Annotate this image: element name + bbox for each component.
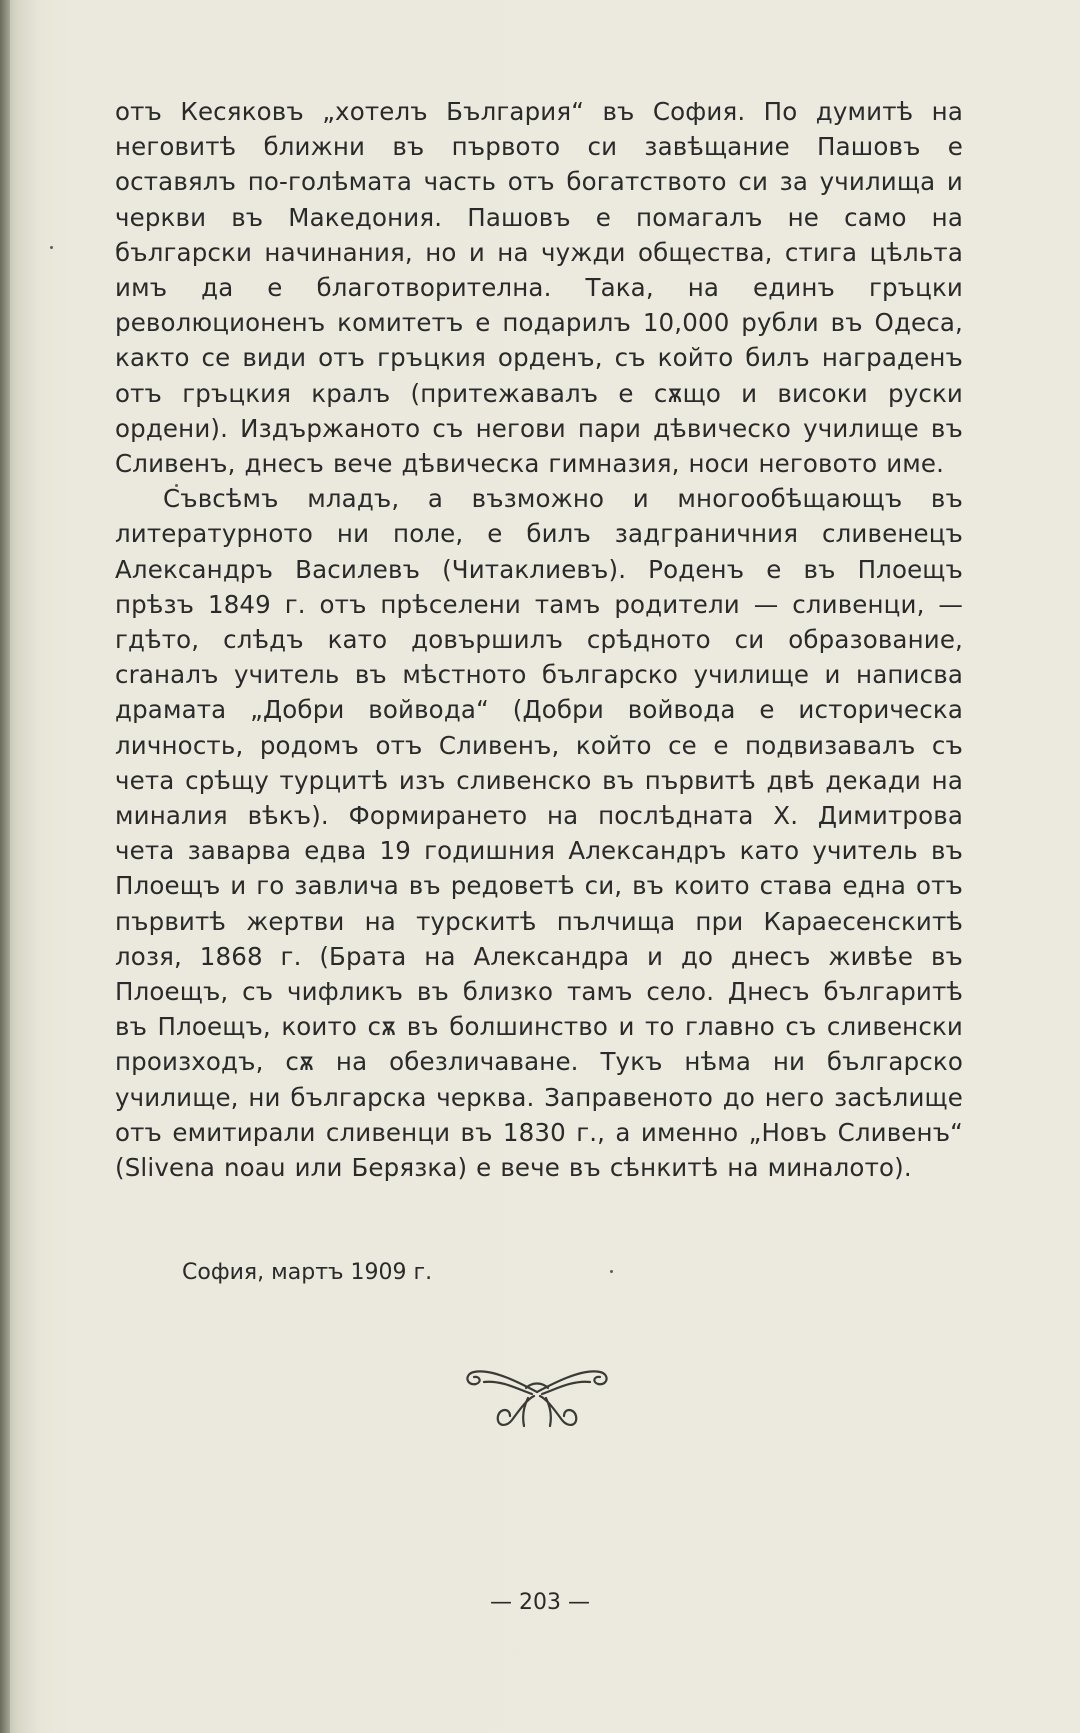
page-number: — 203 — xyxy=(490,1590,590,1615)
paragraph-aleksandar-vasilev: Съвсѣмъ младъ, а възможно и многообѣщающъ въ литературното ни поле, е билъ задграничния сливенецъ Александръ Василевъ (Читаклиевъ). Роденъ е въ Плоещъ прѣзъ 1849 г. отъ прѣселени тамъ родители — сливенци, — гдѣто, слѣдъ като довършилъ срѣдното си образование, craналъ учитель въ мѣстното българско училище и написва драмата „Добри войвода“ (Добри войвода е историческа личность, родомъ отъ Сливенъ, който се е подвизавалъ съ чета срѣщу турцитѣ изъ сливенско въ първитѣ двѣ декади на миналия вѣкъ). Формирането на послѣдната Х. Димитрова чета заварва едва 19 годишния Александръ като учитель въ Плоещъ и го завлича въ редоветѣ си, въ които става една отъ първитѣ жертви на турскитѣ пълчища при Караесенскитѣ лозя, 1868 г. (Брата на Александра и до днесъ живѣе въ Плоещъ, съ чифликъ въ близко тамъ село. Днесъ българитѣ въ Плоещъ, които сѫ въ болшинство и то главно съ сливенски произходъ, сѫ на обезличаване. Тукъ нѣма ни българско училище, ни българска черква. Заправеното до него засѣлище отъ емитирали сливенци въ 1830 г., а именно „Новъ Сливенъ“ (Slivena noau или Берязка) е вече въ сѣнкитѣ на миналото). xyxy=(115,484,963,1183)
speck xyxy=(610,1270,613,1273)
speck xyxy=(50,246,53,249)
paragraph-pashov: отъ Кесяковъ „хотелъ България“ въ София. По думитѣ на неговитѣ ближни въ първото си завѣщание Пашовъ е оставялъ по-голѣмата часть отъ богатството си за училища и черкви въ Македония. Пашовъ е помагалъ не само на български начинания, но и на чужди общества, стига цѣльта имъ да е благотворителна. Така, на единъ гръцки революционенъ комитетъ е подарилъ 10,000 рубли въ Одеса, както се види отъ гръцкия орденъ, съ който билъ награденъ отъ гръцкия кралъ (притежавалъ е сѫщо и високи руски ордени). Издържаното съ негови пари дѣвическо училище въ Сливенъ, днесъ вече дѣвическа гимназия, носи неговото име. xyxy=(115,97,963,479)
book-spine-shadow xyxy=(0,0,10,1733)
decorative-flourish-icon xyxy=(462,1346,612,1436)
body-text xyxy=(115,94,963,1185)
place-date-signature: София, мартъ 1909 г. xyxy=(182,1260,433,1285)
